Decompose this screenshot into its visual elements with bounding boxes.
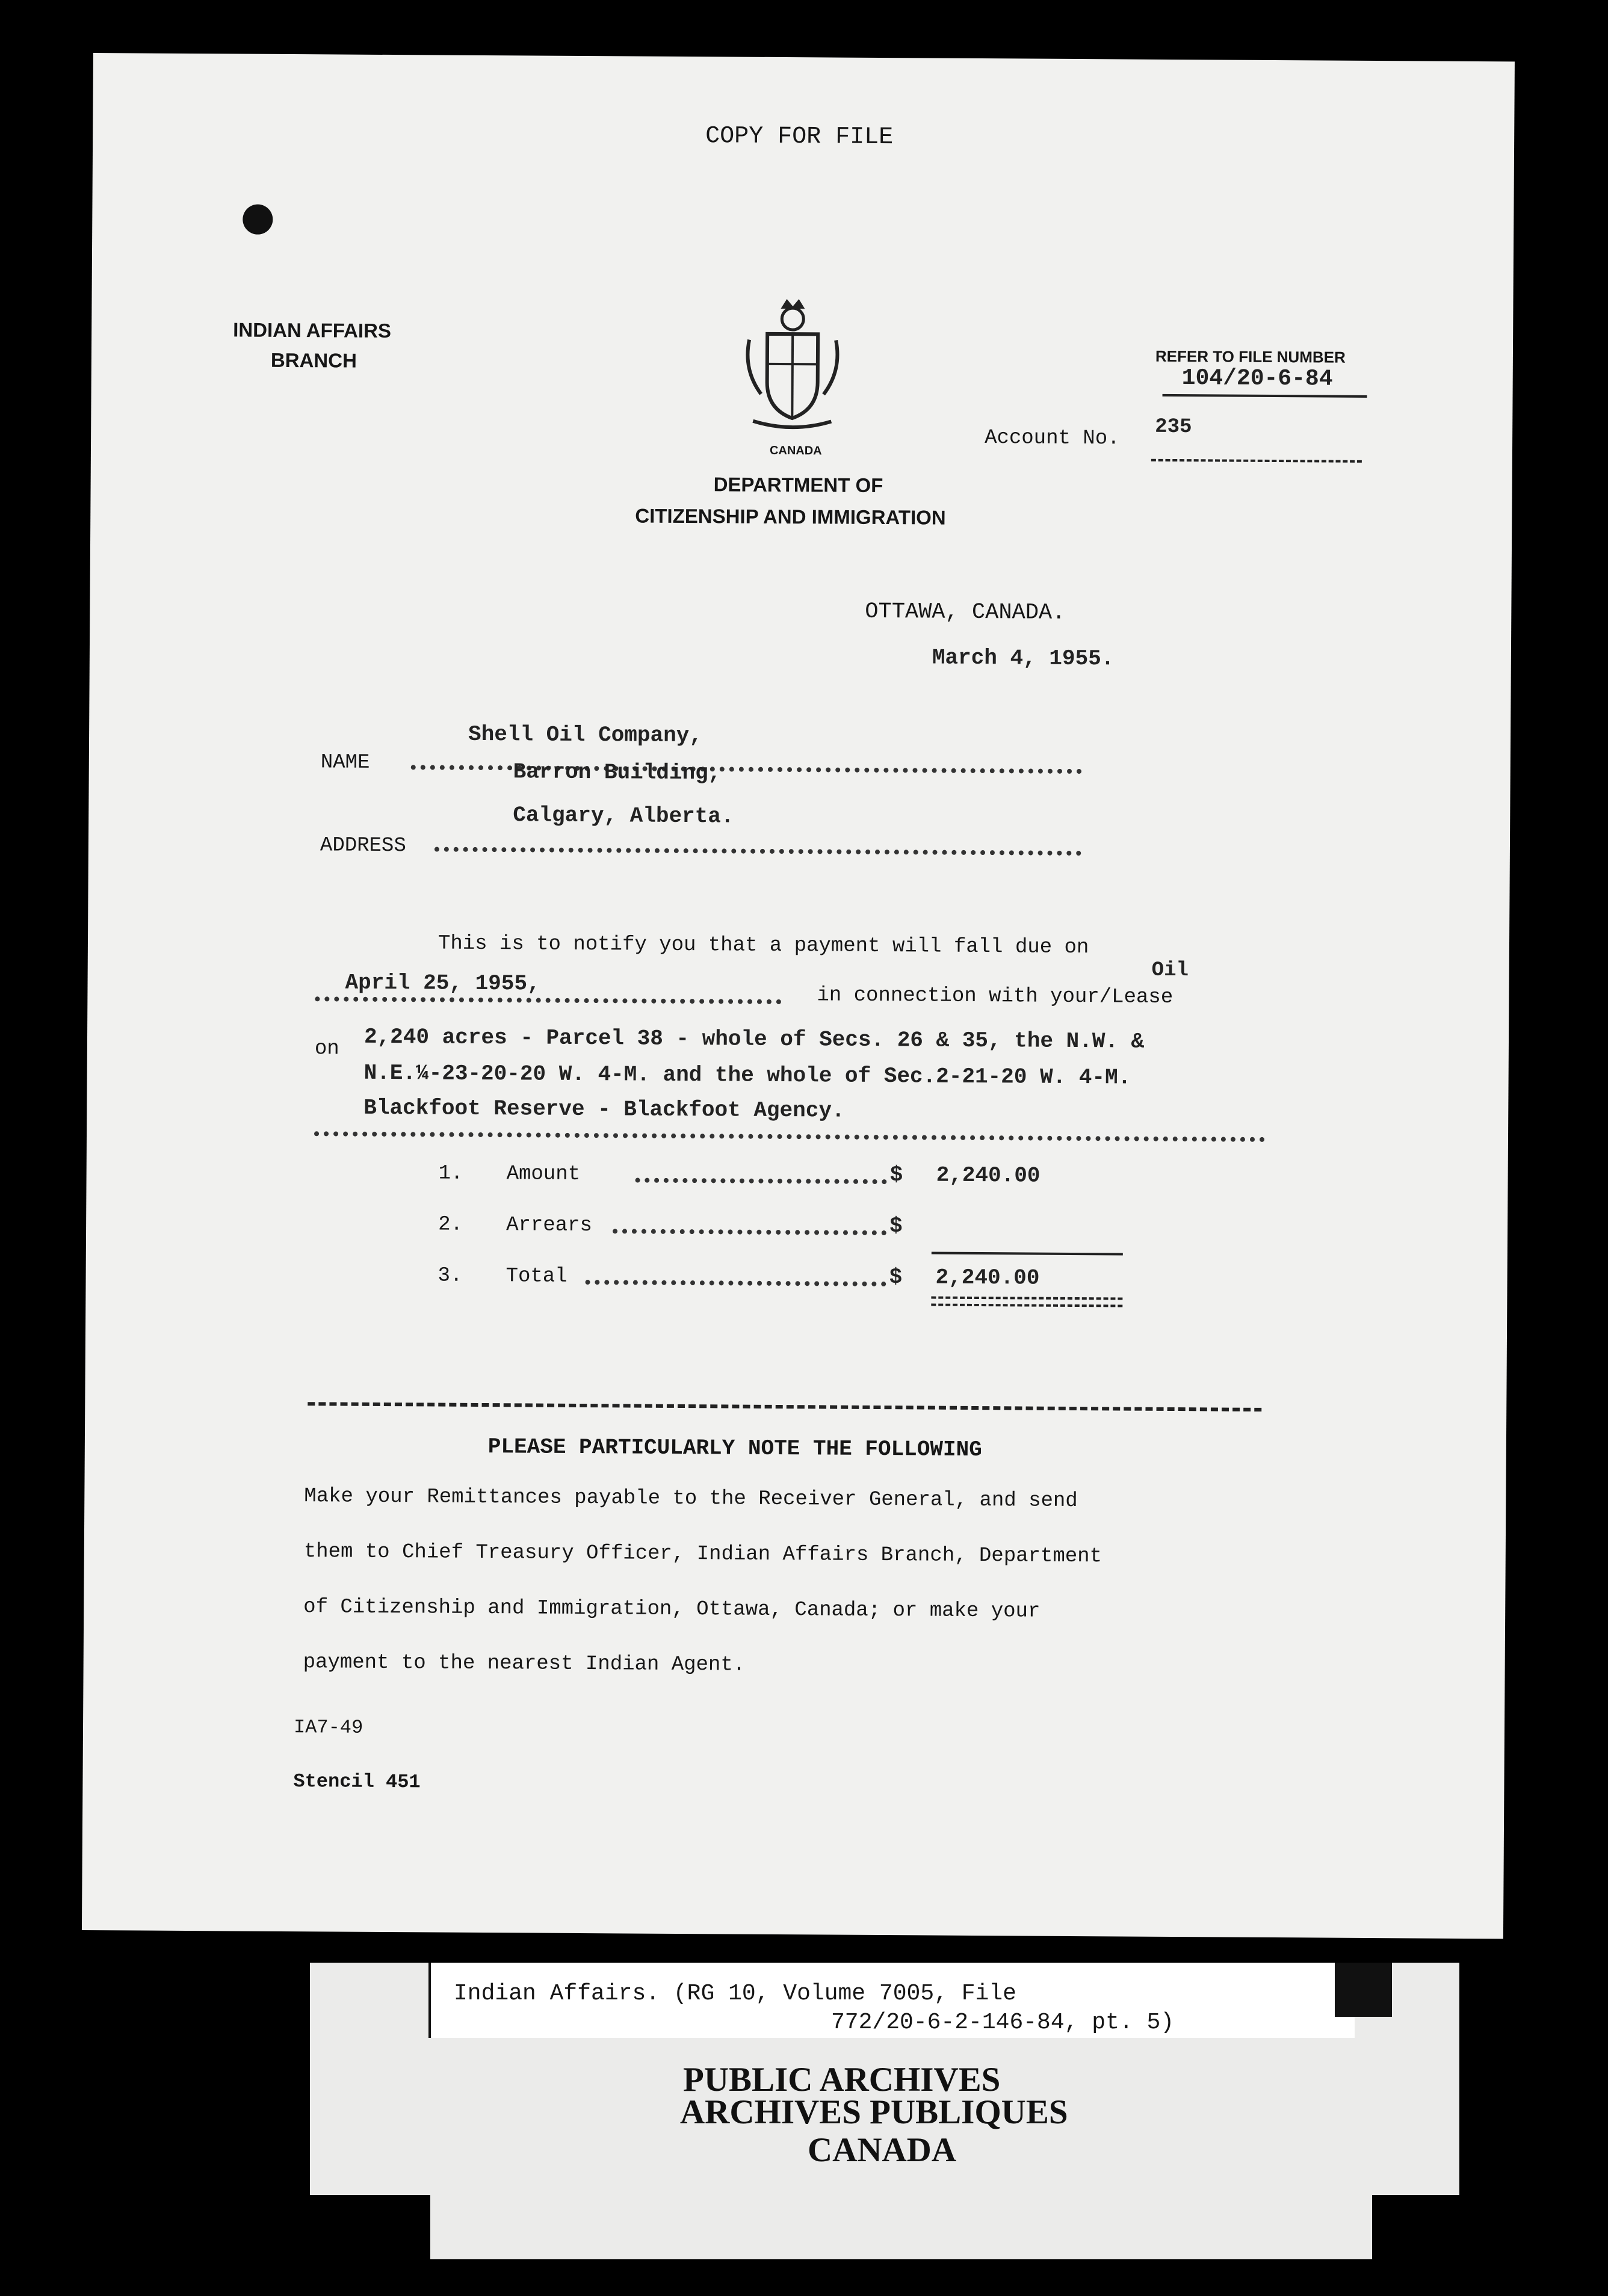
payment-row-currency: $ [889, 1265, 903, 1290]
archive-stamp-line-2: ARCHIVES PUBLIQUES [680, 2093, 1068, 2131]
archive-reference-line-1: Indian Affairs. (RG 10, Volume 7005, File [454, 1981, 1016, 2007]
label-black-tab [1335, 1963, 1392, 2017]
payment-row-label: Arrears [506, 1214, 593, 1238]
payment-row-currency: $ [889, 1162, 903, 1188]
account-label: Account No. [985, 427, 1120, 451]
payment-row-label: Total [506, 1265, 567, 1288]
payment-row-label: Amount [506, 1162, 581, 1186]
letter-date: March 4, 1955. [932, 645, 1115, 671]
address-line-2: Calgary, Alberta. [513, 803, 734, 829]
file-number-underline [1163, 394, 1367, 398]
lease-description-line-2: N.E.¼-23-20-20 W. 4-M. and the whole of Sec.2-21-20 W. 4-M. [363, 1060, 1131, 1090]
due-date-dotted-line [315, 996, 781, 1004]
separator-line [308, 1402, 1261, 1412]
due-date: April 25, 1955, [345, 970, 540, 996]
instruction-line-1: Make your Remittances payable to the Receiver General, and send [304, 1485, 1078, 1513]
stencil-number: Stencil 451 [293, 1770, 421, 1794]
total-double-underline [931, 1297, 1122, 1307]
canada-crest-icon [738, 298, 847, 437]
address-line-1: Barron Building, [513, 759, 722, 786]
name-dotted-line [411, 765, 1082, 774]
document-page [82, 53, 1515, 1939]
account-underline [1151, 459, 1362, 463]
payment-row-number: 2. [438, 1213, 463, 1236]
archive-bottom-band [430, 2190, 1372, 2259]
archive-reference-card [428, 1963, 1355, 2038]
notice-heading: PLEASE PARTICULARLY NOTE THE FOLLOWING [487, 1434, 982, 1463]
archive-stamp-line-3: CANADA [808, 2131, 956, 2169]
address-label: ADDRESS [320, 834, 406, 858]
on-label: on [314, 1037, 339, 1061]
archive-stamp-line-1: PUBLIC ARCHIVES [683, 2061, 1001, 2099]
crest-label: CANADA [769, 443, 822, 458]
payment-row-dots [586, 1280, 886, 1286]
payment-row-dots [613, 1229, 886, 1235]
file-number: 104/20-6-84 [1181, 365, 1333, 392]
department-line-1: DEPARTMENT OF [713, 473, 883, 497]
notice-intro: This is to notify you that a payment will fall due on [438, 932, 1089, 960]
lease-description-line-1: 2,240 acres - Parcel 38 - whole of Secs. 26 & 35, the N.W. & [363, 1024, 1145, 1054]
branch-line-2: BRANCH [270, 348, 357, 372]
instruction-line-2: them to Chief Treasury Officer, Indian Affairs Branch, Department [303, 1540, 1102, 1569]
archive-reference-line-2: 772/20-6-2-146-84, pt. 5) [831, 2010, 1175, 2035]
arrears-underline [932, 1252, 1123, 1256]
department-line-2: CITIZENSHIP AND IMMIGRATION [635, 504, 946, 529]
payment-row-number: 1. [438, 1162, 463, 1185]
branch-line-1: INDIAN AFFAIRS [233, 318, 392, 342]
lease-type: Oil [1151, 958, 1189, 983]
copy-for-file: COPY FOR FILE [705, 123, 894, 152]
form-code: IA7-49 [293, 1716, 363, 1739]
connection-text: in connection with your/Lease [817, 984, 1174, 1009]
payment-row-number: 3. [438, 1264, 463, 1288]
address-dotted-line [434, 847, 1081, 856]
payment-total-value: 2,240.00 [935, 1265, 1040, 1291]
lease-dotted-line [314, 1131, 1265, 1142]
payment-row-currency: $ [889, 1214, 903, 1239]
instruction-line-4: payment to the nearest Indian Agent. [303, 1651, 746, 1677]
lease-description-line-3: Blackfoot Reserve - Blackfoot Agency. [363, 1095, 845, 1123]
city-label: OTTAWA, CANADA. [865, 599, 1066, 626]
payment-amount-value: 2,240.00 [936, 1162, 1041, 1188]
instruction-line-3: of Citizenship and Immigration, Ottawa, Canada; or make your [303, 1596, 1041, 1623]
name-label: NAME [320, 751, 370, 774]
payment-row-dots [635, 1178, 887, 1185]
account-number: 235 [1155, 415, 1192, 439]
recipient-name: Shell Oil Company, [468, 721, 703, 748]
refer-to-file-label: REFER TO FILE NUMBER [1155, 347, 1346, 366]
punch-hole [243, 205, 273, 235]
